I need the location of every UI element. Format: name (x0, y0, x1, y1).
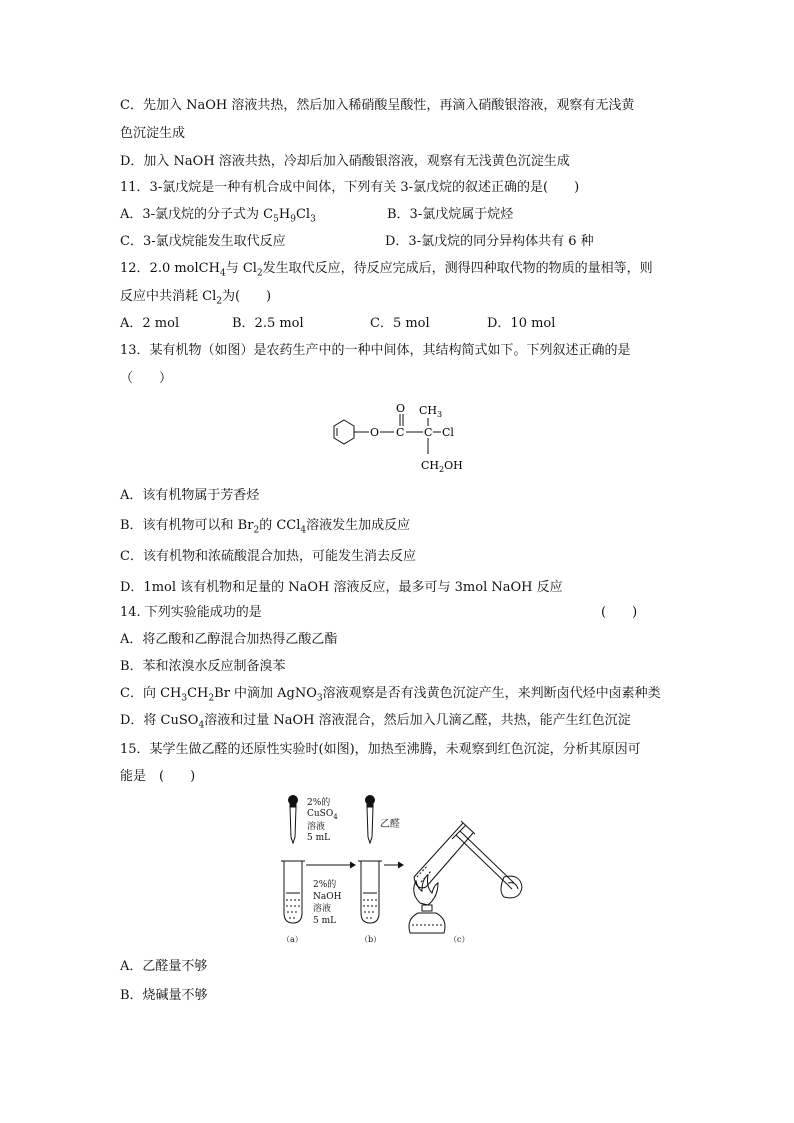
naoh-formula-label: NaOH (313, 892, 342, 902)
figure-label-a: （a） (282, 935, 303, 944)
q15-stem-line1: 15．某学生做乙醛的还原性实验时(如图)，加热至沸腾，未观察到红色沉淀，分析其原因可 (120, 742, 641, 757)
q12-option-a: A．2 mol (120, 316, 180, 331)
cuso4-solution-label: 溶液 (307, 822, 326, 832)
carbon-1: C (396, 426, 405, 439)
cuso4-formula-label: CuSO$_4$ (307, 809, 338, 821)
q12-option-c: C．5 mol (370, 316, 430, 331)
q12-option-d: D．10 mol (487, 316, 556, 331)
chloro-group: Cl (442, 426, 454, 439)
option-d: D．加入 NaOH 溶液共热，冷却后加入硝酸银溶液，观察有无浅黄色沉淀生成 (120, 154, 570, 169)
q14-option-d: D．将 CuSO$_4$溶液和过量 NaOH 溶液混合，然后加入几滴乙醛，共热，能产生红色沉淀 (120, 713, 631, 731)
naoh-percent-label: 2%的 (313, 880, 337, 890)
carbon-2: C (424, 426, 433, 439)
naoh-solution-label: 溶液 (313, 904, 332, 914)
q13-option-d: D．1mol 该有机物和足量的 NaOH 溶液反应，最多可与 3mol NaOH 反应 (120, 580, 563, 595)
q15-option-a: A．乙醛量不够 (120, 959, 208, 974)
q12-stem-line2: 反应中共消耗 $Cl_2$为( ) (120, 289, 272, 307)
q12-option-b: B．2.5 mol (232, 316, 304, 331)
q14-option-b: B．苯和浓溴水反应制备溴苯 (120, 659, 286, 674)
q12-stem-line1: 12．2.0 molCH$_4$与 $Cl_2$发生取代反应，待反应完成后，测得四种取代物的物质的量相等，则 (120, 261, 653, 279)
q14-answer-paren: ( ) (601, 605, 638, 620)
q15-option-b: B．烧碱量不够 (120, 988, 208, 1003)
cuso4-volume-label: 5 mL (307, 833, 331, 843)
q13-stem-line1: 13．某有机物（如图）是农药生产中的一种中间体，其结构简式如下。下列叙述正确的是 (120, 343, 631, 358)
option-c-line1: C．先加入 NaOH 溶液共热，然后加入稀硝酸呈酸性，再滴入硝酸银溶液，观察有无浅黄 (120, 98, 635, 113)
q13-option-b: B．该有机物可以和 $Br_2$的 CCl$_4$溶液发生加成反应 (120, 518, 411, 536)
q11-option-c: C．3-氯戊烷能发生取代反应 (120, 234, 286, 249)
q11-option-b: B．3-氯戊烷属于烷烃 (387, 207, 514, 222)
hydroxymethyl-group: $CH_2OH$ (421, 459, 463, 474)
q11-option-a: A．3-氯戊烷的分子式为 $C_5H_9Cl_3$ (120, 207, 316, 225)
q13-stem-line2: （ ） (120, 371, 173, 386)
q14-stem: 14. 下列实验能成功的是 (120, 605, 262, 620)
option-c-line2: 色沉淀生成 (120, 126, 186, 141)
q13-option-a: A．该有机物属于芳香烃 (120, 488, 260, 503)
q14-option-c: C．向 $CH_3CH_2Br$ 中滴加 AgNO$_3$溶液观察是否有浅黄色沉淀产生，来判断卤代烃中卤素种类 (120, 686, 661, 704)
naoh-volume-label: 5 mL (313, 916, 337, 926)
acetaldehyde-label: 乙醛 (380, 819, 400, 830)
cuso4-percent-label: 2%的 (307, 798, 331, 808)
q11-option-d: D．3-氯戊烷的同分异构体共有 6 种 (385, 234, 594, 249)
methyl-group: $CH_3$ (419, 404, 443, 419)
q15-stem-line2: 能是 ( ) (120, 769, 196, 784)
q13-option-c: C．该有机物和浓硫酸混合加热，可能发生消去反应 (120, 549, 416, 564)
figure-label-c: （c） (449, 935, 470, 944)
carbonyl-o: O (396, 402, 406, 415)
ester-o: O (370, 426, 380, 439)
q11-stem: 11．3-氯戊烷是一种有机合成中间体，下列有关 3-氯戊烷的叙述正确的是( ) (120, 180, 580, 195)
structural-formula (326, 396, 476, 480)
experiment-figure (276, 793, 526, 947)
q14-option-a: A．将乙酸和乙醇混合加热得乙酸乙酯 (120, 632, 338, 647)
figure-label-b: （b） (360, 935, 382, 944)
